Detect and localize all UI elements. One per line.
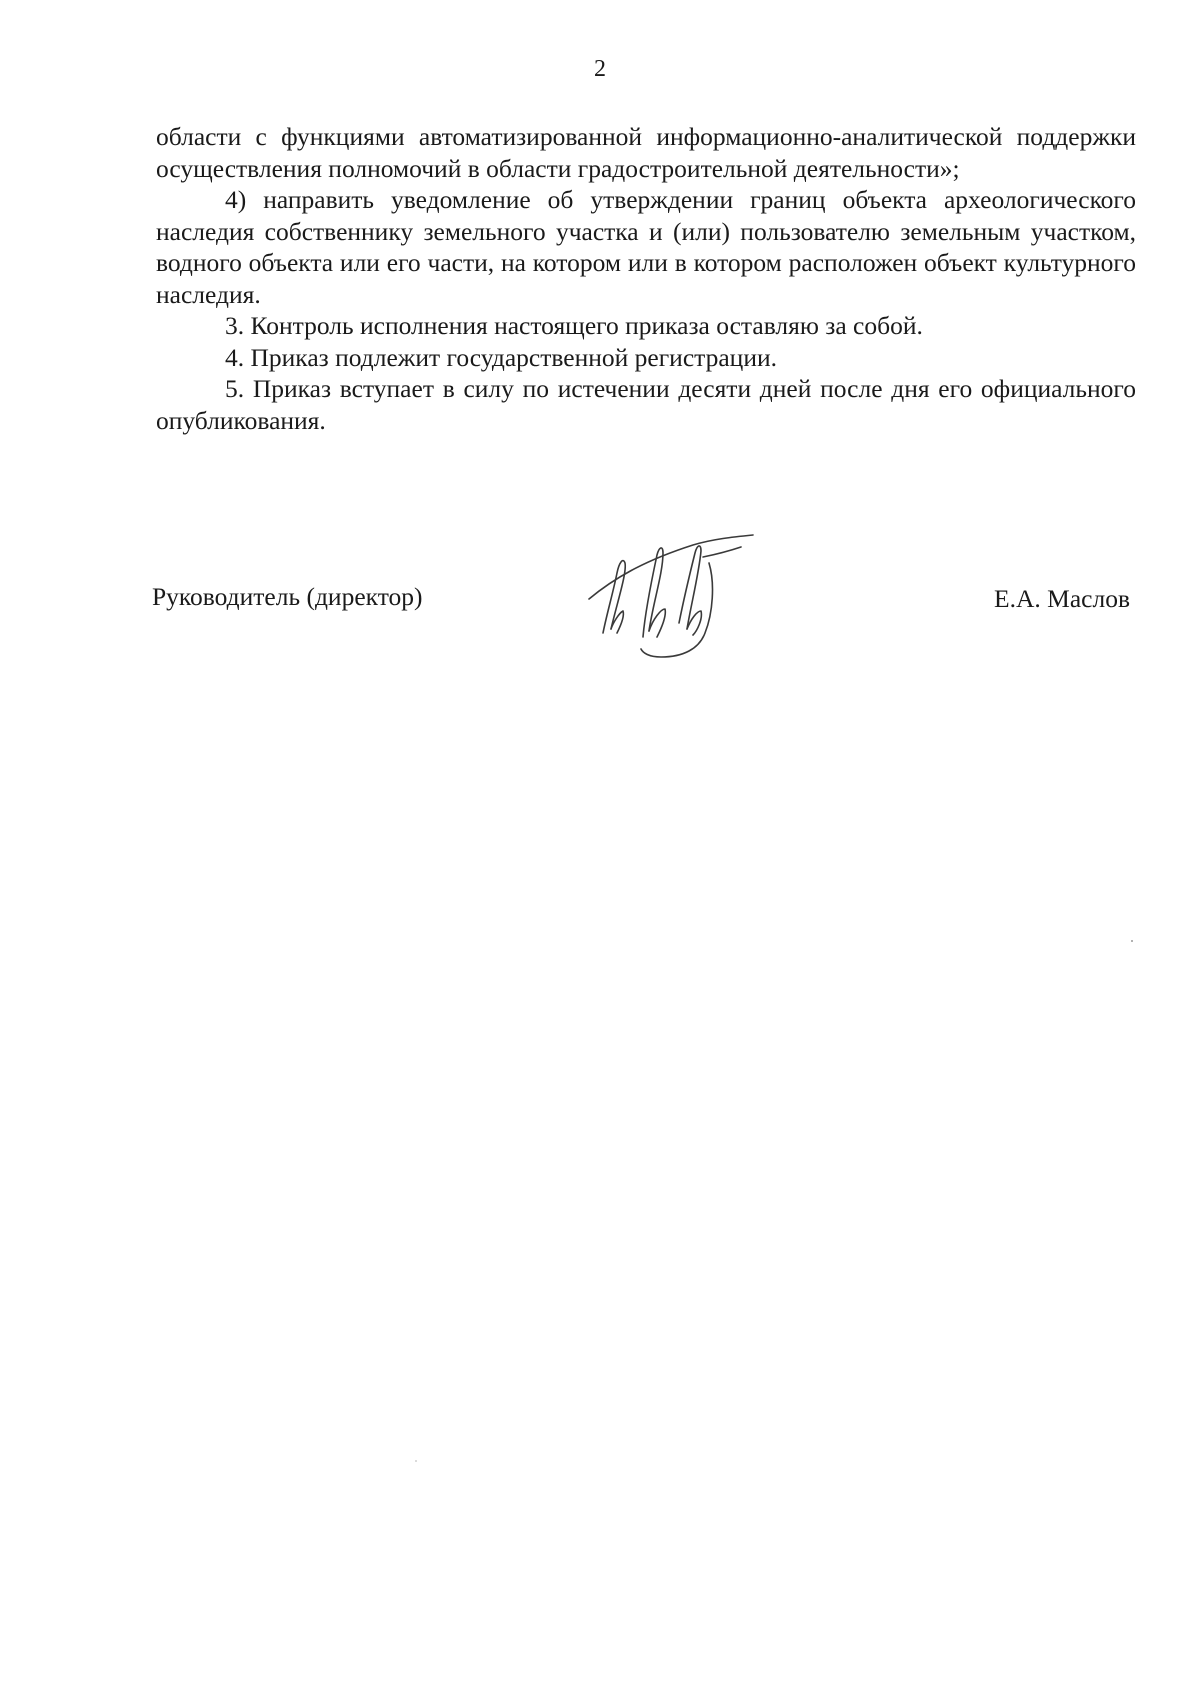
paragraph-clause-3: 3. Контроль исполнения настоящего приказа оставляю за собой.: [225, 311, 923, 340]
paragraph-item-4: 4) направить уведомление об утверждении границ объекта археологического наследия собственнику земельного участка и (или) пользователю земельным участком, водного объекта или его части, на котором или в котором расположен объект культурного наследия.: [156, 185, 1136, 309]
page-number: 2: [594, 56, 606, 82]
paragraph-clause-5: 5. Приказ вступает в силу по истечении десяти дней после дня его официального опубликования.: [156, 374, 1136, 435]
paragraph-continuation: области с функциями автоматизированной информационно-аналитической поддержки осуществления полномочий в области градостроительной деятельности»;: [156, 122, 1136, 183]
scan-speck: [1131, 940, 1133, 942]
signer-position-title: Руководитель (директор): [152, 582, 423, 611]
signer-name: Е.А. Маслов: [994, 584, 1130, 613]
scan-speck: [415, 1460, 417, 1462]
handwritten-signature: [583, 533, 763, 663]
paragraph-clause-4: 4. Приказ подлежит государственной регистрации.: [225, 342, 777, 372]
document-body: [156, 121, 1136, 436]
